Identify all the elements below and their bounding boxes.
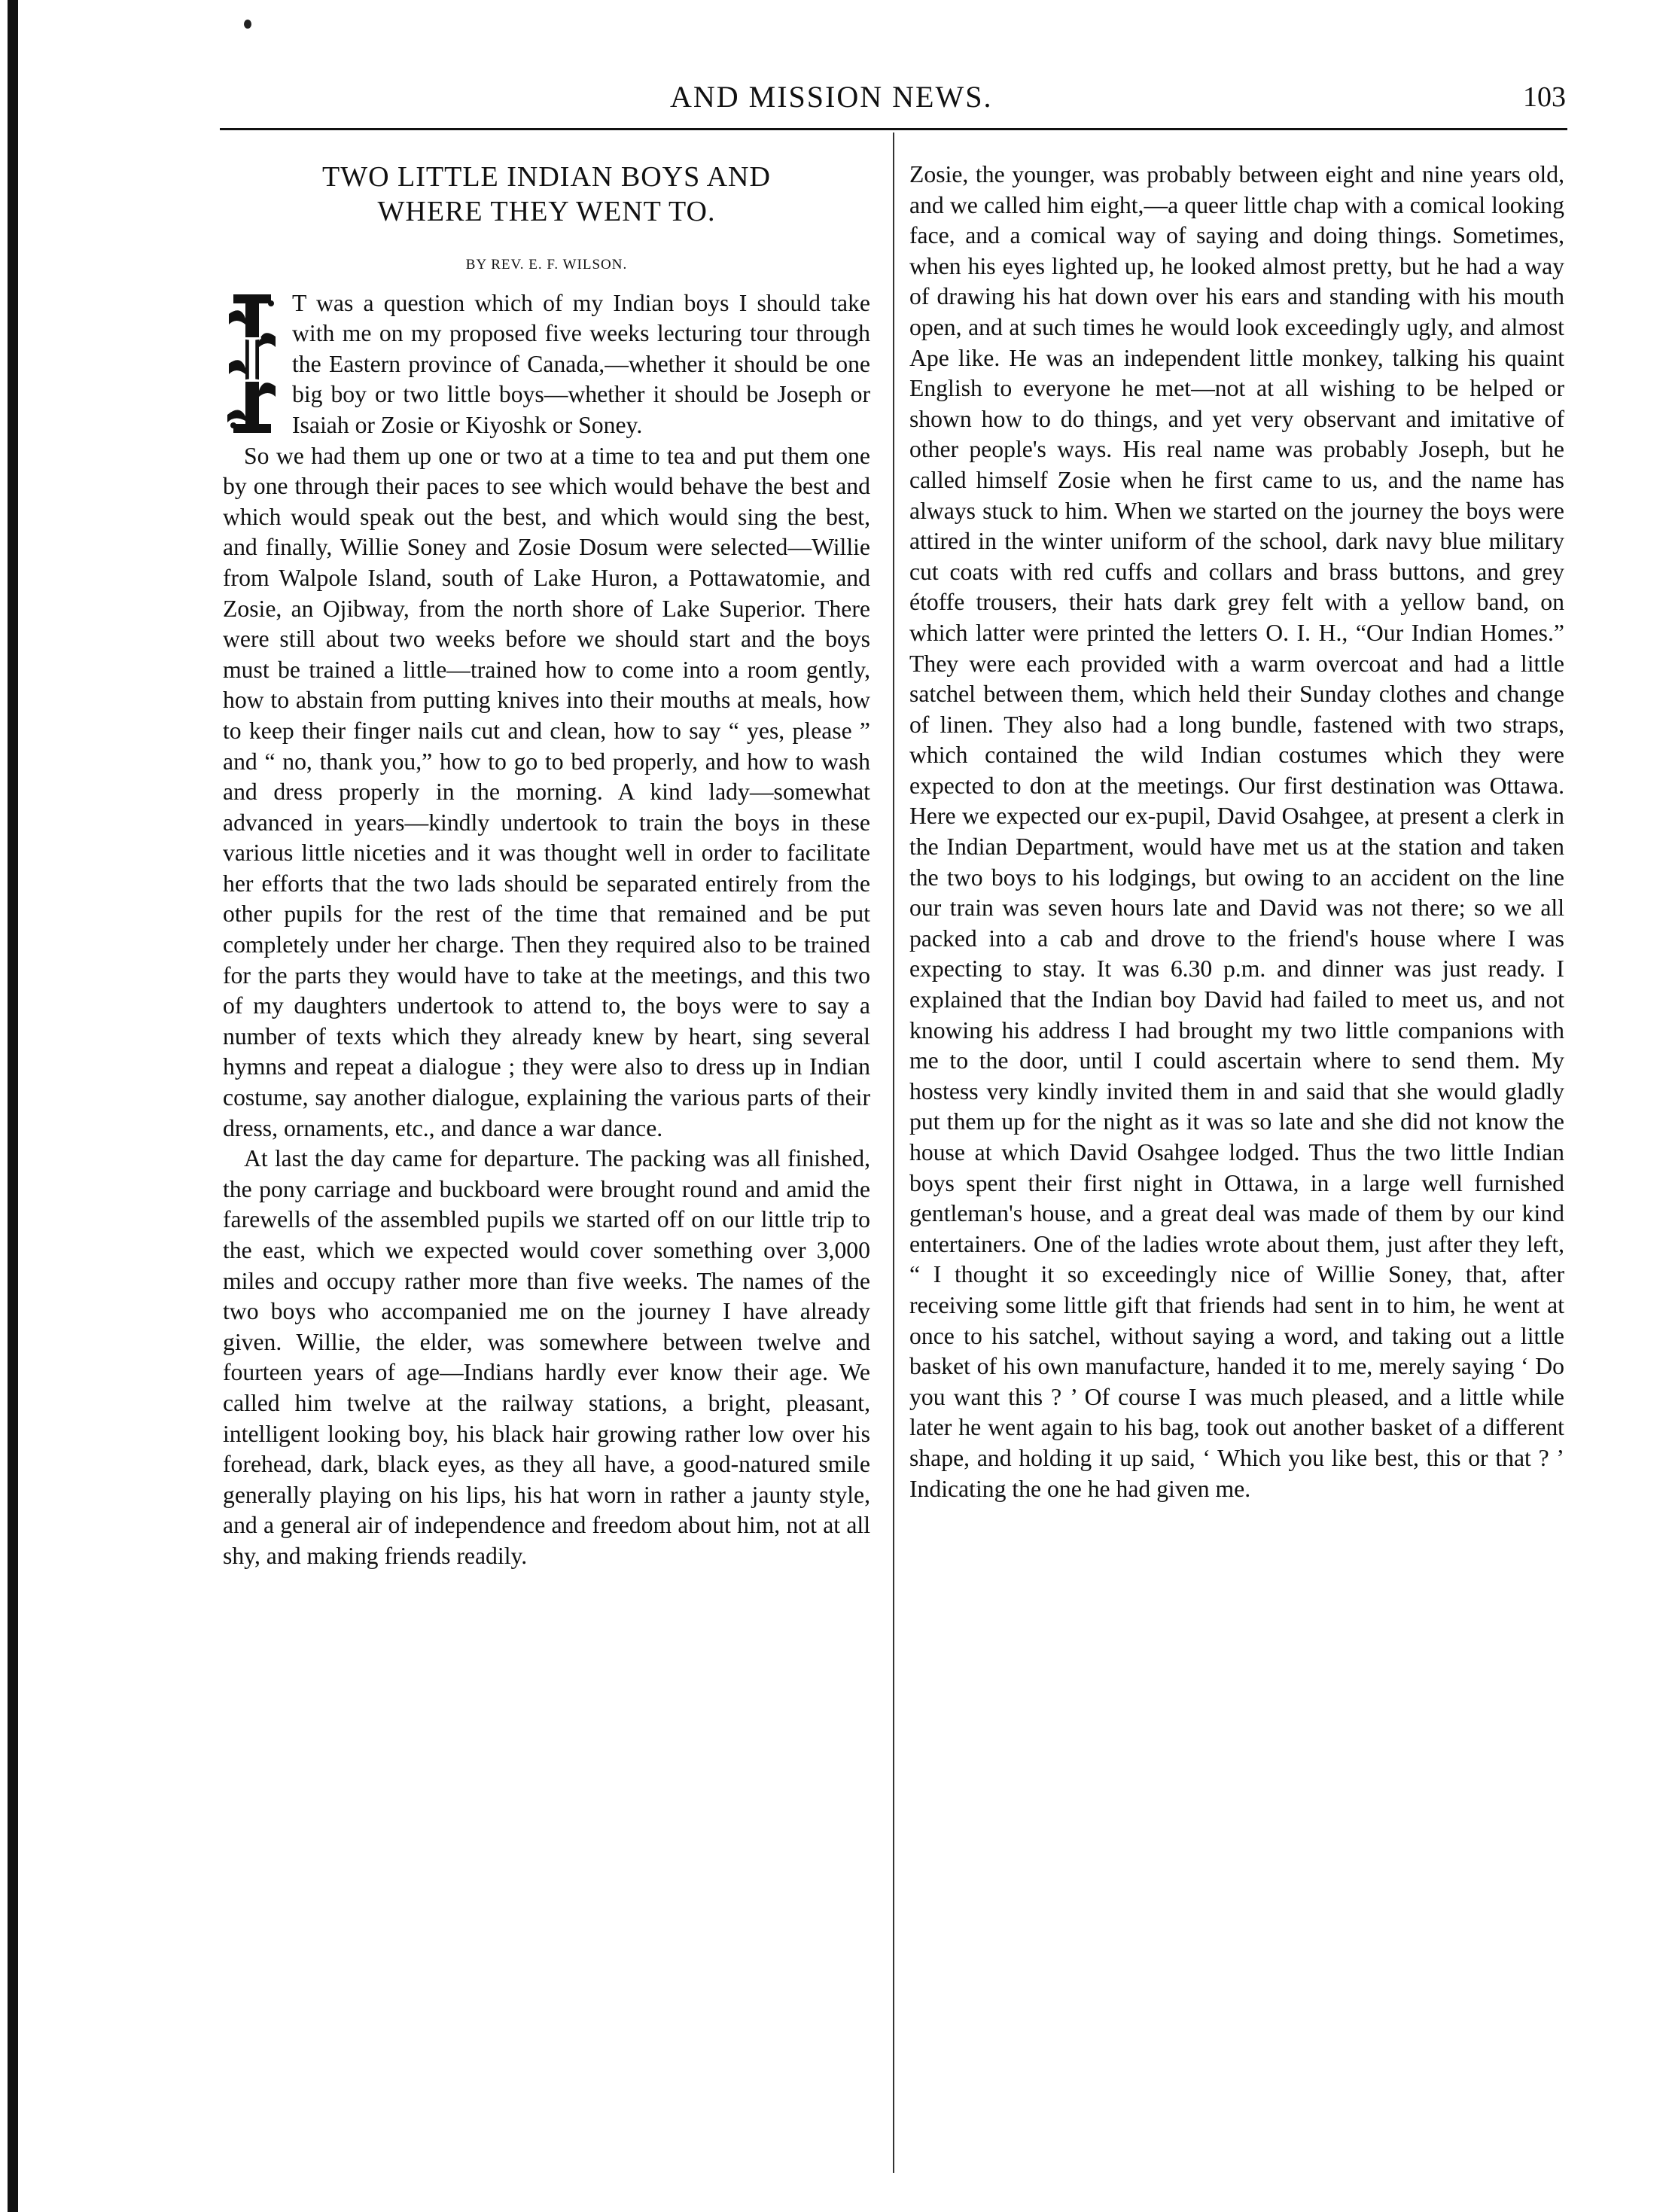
paragraph-1-text: T was a question which of my Indian boys I should take with me on my proposed five weeks lecturing tour through the Eastern province of Canada,—whether it should be one big boy or two little boys—whether it should be Joseph or Isaiah or Zosie or Kiyoshk or Soney.	[292, 289, 870, 438]
article-title-line-2: WHERE THEY WENT TO.	[377, 196, 716, 227]
column-right	[909, 160, 1564, 1504]
drop-cap-letter: I	[241, 321, 263, 397]
article-title-line-1: TWO LITTLE INDIAN BOYS AND	[322, 161, 771, 193]
running-head: AND MISSION NEWS.	[670, 80, 993, 114]
paragraph-3: At last the day came for departure. The packing was all finished, the pony carriage and buckboard were brought round and amid the farewells of the assembled pupils we started off on our little trip to the east, which we expected would cover something over 3,000 miles and occupy rather more than five weeks. The names of the two boys who accompanied me on the journey I have already given. Willie, the elder, was somewhere between twelve and fourteen years of age—Indians hardly ever know their age. We called him twelve at the railway stations, a bright, pleasant, intelligent looking boy, his black hair growing rather low over his forehead, dark, black eyes, as they all have, a good-natured smile generally playing on his lips, his hat worn in rather a jaunty style, and a general air of independence and freedom about him, not at all shy, and making friends readily.	[223, 1145, 870, 1569]
article-title	[223, 160, 870, 229]
paragraph-1	[223, 288, 870, 441]
page-binding-edge	[8, 0, 18, 2212]
page-number: 103	[1523, 81, 1566, 113]
drop-cap-ornament-icon	[223, 291, 282, 436]
header-rule	[220, 128, 1567, 130]
page-header	[226, 79, 1566, 124]
column-left	[223, 160, 870, 1572]
printer-mark	[244, 20, 251, 29]
column-divider	[893, 133, 894, 2173]
paragraph-2: So we had them up one or two at a time to tea and put them one by one through their paces to see which would behave the best and which would speak out the best, and which would sing the best, and finally, Willie Soney and Zosie Dosum were selected—Willie from Walpole Island, south of Lake Huron, a Pottawatomie, and Zosie, an Ojibway, from the north shore of Lake Superior. There were still about two weeks before we should start and the boys must be trained a little—trained how to come into a room gently, how to abstain from putting knives into their mouths at meals, how to keep their finger nails cut and clean, how to say “ yes, please ” and “ no, thank you,” how to go to bed properly, and how to wash and dress properly in the morning. A kind lady—somewhat advanced in years—kindly undertook to train the boys in these various little niceties and it was thought well in order to facilitate her efforts that the two lads should be separated entirely from the other pupils for the rest of the time that remained and be put completely under her charge. Then they required also to be trained for the parts they would have to take at the meetings, and this two of my daughters undertook to attend to, the boys were to say a number of texts which they already knew by heart, sing several hymns and repeat a dialogue ; they were also to dress up in Indian costume, say another dialogue, explaining the various parts of their dress, ornaments, etc., and dance a war dance.	[223, 442, 870, 1141]
article-byline: BY REV. E. F. WILSON.	[465, 257, 628, 273]
paragraph-4: Zosie, the younger, was probably between eight and nine years old, and we called him eight,—a queer little chap with a comical looking face, and a comical way of saying and doing things. Sometimes, when his eyes lighted up, he looked almost pretty, but he had a way of drawing his hat down over his ears and standing with his mouth open, and at such times he would look exceedingly ugly, and almost Ape like. He was an independent little monkey, talking his quaint English to everyone he met—not at all wishing to be helped or shown how to do things, and yet very observant and imitative of other people's ways. His real name was probably Joseph, but he called himself Zosie when he first came to us, and the name has always stuck to him. When we started on the journey the boys were attired in the winter uniform of the school, dark navy blue military cut coats with red cuffs and collars and brass buttons, and grey étoffe trousers, their hats dark grey felt with a yellow band, on which latter were printed the letters O. I. H., “Our Indian Homes.” They were each provided with a warm overcoat and had a little satchel between them, which held their Sunday clothes and change of linen. They also had a long bundle, fastened with two straps, which contained the wild Indian costumes which they were expected to don at the meetings. Our first destination was Ottawa. Here we expected our ex-pupil, David Osahgee, at present a clerk in the Indian Department, would have met us at the station and taken the two boys to his lodgings, but owing to an accident on the line our train was seven hours late and David was not there; so we all packed into a cab and drove to the friend's house where I was expecting to stay. It was 6.30 p.m. and dinner was just ready. I explained that the Indian boy David had failed to meet us, and not knowing his address I had brought my two little companions with me to the door, until I could ascertain where to send them. My hostess very kindly invited them in and said that she would gladly put them up for the night as it was so late and she did not know the house at which David Osahgee lodged. Thus the two little Indian boys spent their first night in Ottawa, in a large well furnished gentleman's house, and a great deal was made of them by our kind entertainers. One of the ladies wrote about them, just after they left, “ I thought it so exceedingly nice of Willie Soney, that, after receiving some little gift that friends had sent in to him, he went at once to his satchel, without saying a word, and taking out a little basket of his own manufacture, handed it to me, merely saying ‘ Do you want this ? ’ Of course I was much pleased, and a little while later he went again to his bag, took out another basket of a different shape, and holding it up said, ‘ Which you like best, this or that ? ’ Indicating the one he had given me.	[909, 161, 1564, 1502]
